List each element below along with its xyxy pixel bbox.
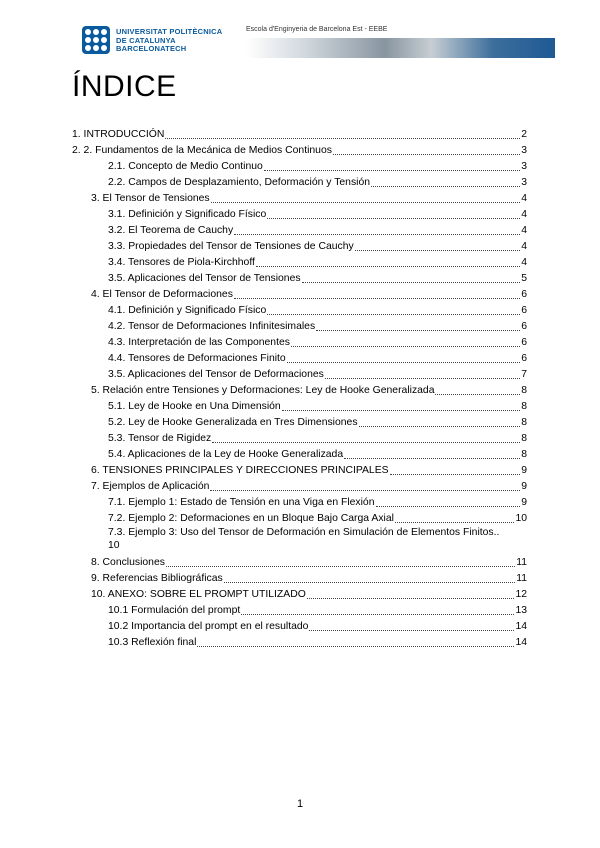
toc-leader-dots: [302, 281, 521, 283]
toc-entry-page: 8: [521, 401, 527, 412]
toc-entry-page: 6: [521, 289, 527, 300]
toc-entry[interactable]: [72, 128, 527, 142]
toc-leader-dots: [291, 345, 520, 347]
toc-entry-page: 14: [515, 621, 527, 632]
school-name: Escola d'Enginyeria de Barcelona Est - EEBE: [246, 26, 388, 33]
toc-entry-label: 2.1. Concepto de Medio Continuo: [108, 161, 263, 172]
toc-entry-label: 4.2. Tensor de Deformaciones Infinitesimales: [108, 321, 316, 332]
toc-entry-label: 4.3. Interpretación de las Componentes: [108, 337, 290, 348]
toc-entry-page: 11: [516, 557, 527, 568]
toc-leader-dots: [197, 645, 514, 647]
toc-entry-page: 6: [521, 353, 527, 364]
toc-entry-label: 3.4. Tensores de Piola-Kirchhoff: [108, 257, 255, 268]
toc-entry[interactable]: [108, 448, 527, 462]
toc-leader-dots: [316, 329, 520, 331]
toc-entry-label: 7.2. Ejemplo 2: Deformaciones en un Bloque Bajo Carga Axial: [108, 513, 394, 524]
toc-leader-dots: [376, 505, 521, 507]
toc-entry-page: 14: [515, 637, 527, 648]
toc-entry[interactable]: [108, 176, 527, 190]
toc-entry[interactable]: [108, 208, 527, 222]
toc-leader-dots: [333, 153, 520, 155]
toc-entry-label: 3.1. Definición y Significado Físico: [108, 209, 267, 220]
university-name: UNIVERSITAT POLITÈCNICA DE CATALUNYA BARCELONATECH: [116, 27, 223, 53]
toc-leader-dots: [234, 297, 520, 299]
toc-entry-label: 5. Relación entre Tensiones y Deformaciones: Ley de Hooke Generalizada: [91, 385, 435, 396]
toc-entry-label: 5.3. Tensor de Rigidez: [108, 433, 212, 444]
header-banner-image: [246, 38, 555, 58]
toc-entry[interactable]: 7.3. Ejemplo 3: Uso del Tensor de Deformación en Simulación de Elementos Finitos.. 10: [108, 527, 500, 551]
toc-entry[interactable]: [108, 240, 527, 254]
toc-entry[interactable]: [108, 368, 527, 382]
toc-entry-page: 4: [521, 209, 527, 220]
toc-entry-label: 5.2. Ley de Hooke Generalizada en Tres Dimensiones: [108, 417, 358, 428]
toc-leader-dots: [307, 597, 515, 599]
toc-entry-page: 9: [521, 497, 527, 508]
toc-leader-dots: [287, 361, 521, 363]
toc-entry-page: 3: [521, 161, 527, 172]
toc-leader-dots: [210, 489, 520, 491]
toc-leader-dots: [282, 409, 521, 411]
toc-entry-label: 3.5. Aplicaciones del Tensor de Deformaciones: [108, 369, 324, 380]
toc-entry-label: 7. Ejemplos de Aplicación: [91, 481, 210, 492]
toc-entry-page: 2: [521, 129, 527, 140]
toc-leader-dots: [166, 565, 515, 567]
toc-entry-label: 8. Conclusiones: [91, 557, 165, 568]
toc-entry-page: 8: [521, 417, 527, 428]
toc-entry-page: 6: [521, 305, 527, 316]
toc-entry[interactable]: [108, 256, 527, 270]
toc-leader-dots: [165, 137, 520, 139]
toc-entry[interactable]: [108, 304, 527, 318]
toc-entry[interactable]: [108, 272, 527, 286]
toc-entry-label: 3.2. El Teorema de Cauchy: [108, 225, 234, 236]
toc-leader-dots: [241, 613, 514, 615]
toc-entry-page: 4: [521, 193, 527, 204]
toc-leader-dots: [359, 425, 521, 427]
toc-entry[interactable]: [72, 144, 527, 158]
toc-entry-page: 13: [515, 605, 527, 616]
toc-entry-label: 4. El Tensor de Deformaciones: [91, 289, 233, 300]
toc-entry[interactable]: [108, 400, 527, 414]
toc-entry-page: 8: [521, 433, 527, 444]
toc-entry[interactable]: [91, 384, 527, 398]
toc-entry-page: 6: [521, 321, 527, 332]
toc-entry-page: 6: [521, 337, 527, 348]
toc-entry[interactable]: [108, 496, 527, 510]
toc-entry[interactable]: [91, 572, 527, 586]
toc-entry-label: 5.4. Aplicaciones de la Ley de Hooke Generalizada: [108, 449, 344, 460]
toc-entry-page: 4: [521, 257, 527, 268]
toc-entry[interactable]: [108, 160, 527, 174]
toc-leader-dots: [325, 377, 520, 379]
toc-entry[interactable]: [108, 320, 527, 334]
toc-entry[interactable]: [108, 432, 527, 446]
toc-entry[interactable]: [91, 192, 527, 206]
toc-entry-label: 10.2 Importancia del prompt en el resultado: [108, 621, 309, 632]
toc-leader-dots: [309, 629, 514, 631]
toc-entry-page: 10: [515, 513, 527, 524]
toc-entry[interactable]: [108, 352, 527, 366]
toc-entry[interactable]: [91, 556, 527, 570]
toc-leader-dots: [256, 265, 520, 267]
toc-leader-dots: [371, 185, 520, 187]
toc-leader-dots: [355, 249, 521, 251]
toc-leader-dots: [344, 457, 520, 459]
page-header: [82, 24, 555, 60]
toc-entry[interactable]: [91, 588, 527, 602]
toc-entry-label: 1. INTRODUCCIÓN: [72, 129, 165, 140]
toc-entry-page: 8: [521, 385, 527, 396]
toc-leader-dots: [395, 521, 515, 523]
toc-entry-label: 2.2. Campos de Desplazamiento, Deformación y Tensión: [108, 177, 371, 188]
toc-entry[interactable]: [108, 604, 527, 618]
toc-entry-page: 3: [521, 145, 527, 156]
toc-entry[interactable]: [108, 620, 527, 634]
toc-entry[interactable]: [108, 224, 527, 238]
toc-entry[interactable]: [91, 464, 527, 478]
toc-entry-label: 3.3. Propiedades del Tensor de Tensiones de Cauchy: [108, 241, 354, 252]
toc-entry-page: 7: [521, 369, 527, 380]
toc-leader-dots: [390, 473, 521, 475]
toc-entry-label: 10. ANEXO: SOBRE EL PROMPT UTILIZADO: [91, 589, 306, 600]
toc-entry[interactable]: [108, 636, 527, 650]
toc-entry-label: 10.3 Reflexión final: [108, 637, 197, 648]
toc-entry-page: 8: [521, 449, 527, 460]
toc-entry[interactable]: [108, 512, 527, 526]
toc-leader-dots: [212, 441, 520, 443]
toc-entry-page: 12: [515, 589, 527, 600]
toc-entry-page: 3: [521, 177, 527, 188]
toc-entry-label: 2. 2. Fundamentos de la Mecánica de Medios Continuos: [72, 145, 332, 156]
toc-entry-label: 5.1. Ley de Hooke en Una Dimensión: [108, 401, 281, 412]
toc-entry[interactable]: [91, 480, 527, 494]
upc-logo-icon: [82, 26, 110, 54]
toc-entry-label: 4.1. Definición y Significado Físico: [108, 305, 267, 316]
toc-entry-label: 9. Referencias Bibliográficas: [91, 573, 223, 584]
toc-leader-dots: [224, 581, 516, 583]
toc-entry[interactable]: [108, 336, 527, 350]
toc-entry-label: 10.1 Formulación del prompt: [108, 605, 241, 616]
toc-entry-page: 5: [521, 273, 527, 284]
toc-entry-label: 6. TENSIONES PRINCIPALES Y DIRECCIONES PRINCIPALES: [91, 465, 389, 476]
toc-leader-dots: [264, 169, 520, 171]
toc-entry[interactable]: [91, 288, 527, 302]
toc-entry-label: 3. El Tensor de Tensiones: [91, 193, 210, 204]
toc-entry-page: 9: [521, 465, 527, 476]
page-title: ÍNDICE: [72, 70, 177, 103]
toc-entry-label: 3.5. Aplicaciones del Tensor de Tensiones: [108, 273, 301, 284]
toc-entry-label: 7.1. Ejemplo 1: Estado de Tensión en una Viga en Flexión: [108, 497, 375, 508]
toc-leader-dots: [435, 393, 520, 395]
toc-entry-page: 4: [521, 225, 527, 236]
toc-entry[interactable]: [108, 416, 527, 430]
toc-entry-page: 9: [521, 481, 527, 492]
toc-leader-dots: [234, 233, 520, 235]
toc-entry-label: 4.4. Tensores de Deformaciones Finito: [108, 353, 286, 364]
toc-leader-dots: [267, 217, 520, 219]
toc-leader-dots: [211, 201, 521, 203]
page-number: 1: [296, 798, 304, 810]
toc-entry-page: 11: [516, 573, 527, 584]
toc-leader-dots: [267, 313, 520, 315]
toc-entry-page: 4: [521, 241, 527, 252]
